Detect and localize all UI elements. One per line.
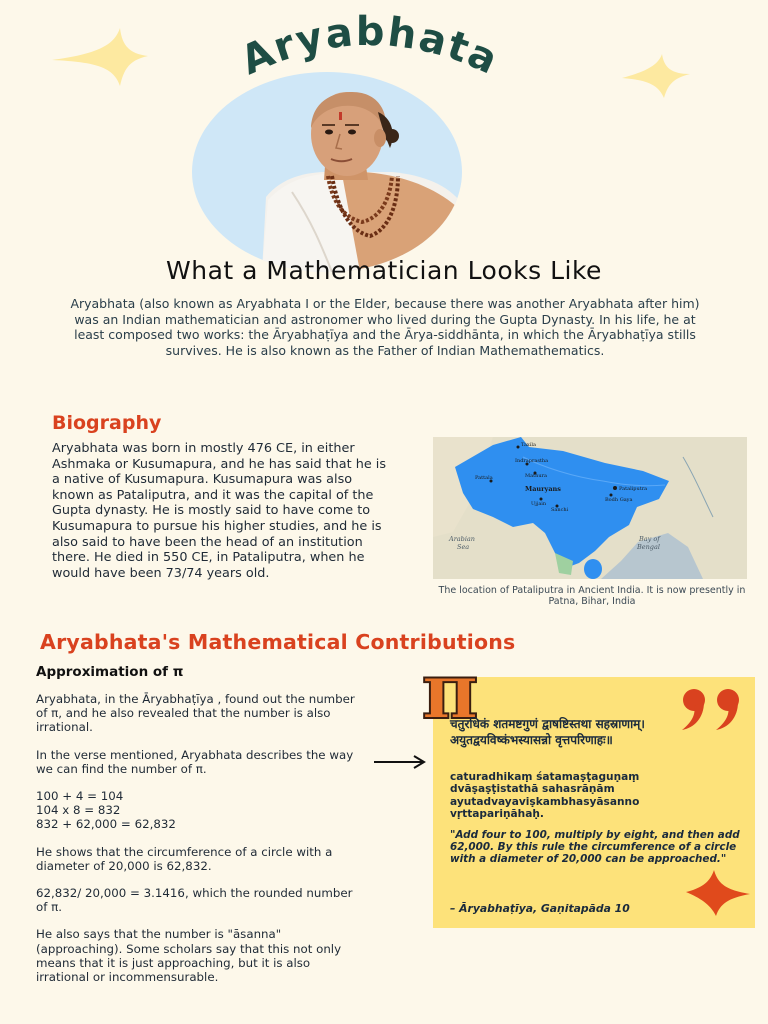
svg-text:Aryabhata: Aryabhata — [234, 10, 506, 85]
approximation-heading: Approximation of π — [36, 664, 184, 680]
map-label-mathura: Mathura — [525, 473, 547, 479]
verse-devanagari: चतुरधिकं शतमष्टगुणं द्वाषष्टिस्तथा सहस्राणाम्। अयुतद्वयविष्कंभस्यासन्नो वृत्तपरिणाहः॥ — [450, 717, 645, 747]
verse-source: – Āryabhaṭīya, Gaṇitapāda 10 — [450, 902, 630, 915]
ancient-india-map — [433, 437, 747, 579]
arrow-right-icon — [372, 752, 428, 772]
intro-paragraph: Aryabhata (also known as Aryabhata I or the Elder, because there was another Aryabhata after him) was an Indian mathematician and astronomer who lived during the Gupta Dynasty. In his life, he at least composed two works: the Āryabhaṭīya and the Ārya-siddhānta, in which the Āryabhaṭīya stills survives. He is also known as the Father of Indian Mathemathematics. — [70, 296, 700, 358]
calc-line-1: 100 + 4 = 104 — [36, 789, 124, 804]
star-icon-top-right — [620, 52, 692, 100]
map-label-indraprastha: Indraprastha — [515, 458, 549, 464]
verse-translation: "Add four to 100, multiply by eight, and then add 62,000. By this rule the circumference of a circle with a diameter of 20,000 can be approached." — [450, 829, 740, 865]
map-caption: The location of Pataliputra in Ancient India. It is now presently in Patna, Bihar, India — [438, 585, 746, 607]
map-label-pataliputra: Pataliputra — [619, 486, 648, 492]
map-label-sanchi: Sanchi — [551, 507, 569, 513]
contrib-paragraph-3: He shows that the circumference of a circle with a diameter of 20,000 is 62,832. — [36, 844, 333, 873]
calc-line-2: 104 x 8 = 832 — [36, 803, 121, 818]
subtitle: What a Mathematician Looks Like — [166, 256, 602, 285]
star-icon-red — [684, 868, 752, 918]
map-label-pattala: Pattala — [475, 475, 493, 481]
map-label-mauryans: Mauryans — [525, 485, 561, 493]
biography-heading: Biography — [52, 412, 162, 434]
map-label-bengal: Bengal — [637, 543, 660, 551]
biography-text: Aryabhata was born in mostly 476 CE, in either Ashmaka or Kusumapura, and he has said that he is a native of Kusumapura. Kusumapura was also known as Pataliputra, and it was the capital of the Gupta dynasty. He is mostly said to have come to Kusumapura to pursue his higher studies, and he is also said to have been the head of an institution there. He died in 550 CE, in Pataliputra, when he would have been 73/74 years old. — [52, 441, 386, 581]
map-label-taxila: Taxila — [521, 442, 536, 448]
calculation-block — [36, 789, 366, 832]
page-title — [180, 10, 560, 130]
contributions-heading: Aryabhata's Mathematical Contributions — [40, 630, 516, 654]
map-label-arabian: Arabian — [449, 535, 475, 543]
contrib-paragraph-4: 62,832/ 20,000 = 3.1416, which the rounded number of π. — [36, 886, 353, 915]
map-label-ujjain: Ujjain — [531, 501, 547, 507]
contrib-paragraph-1: Aryabhata, in the Āryabhaṭīya , found out the number of π, and he also revealed that the number is also irrational. — [36, 692, 355, 735]
star-icon-top-left — [50, 26, 150, 88]
contrib-paragraph-5: He also says that the number is "āsanna" (approaching). Some scholars say that this not only means that it is just approaching, but it is also irrational or incommensurable. — [36, 927, 342, 985]
svg-text:π: π — [421, 660, 479, 730]
calc-line-3: 832 + 62,000 = 62,832 — [36, 817, 176, 832]
contrib-paragraph-2: In the verse mentioned, Aryabhata describes the way we can find the number of π. — [36, 747, 354, 776]
map-label-bay: Bay of — [639, 535, 660, 543]
map-label-sea: Sea — [457, 543, 470, 551]
verse-transliteration: caturadhikaṃ śatamaṣṭaguṇaṃ dvāṣaṣṭistathā sahasrāṇām ayutadvayaviṣkambhasyāsanno vṛttapariṇāhaḥ. — [450, 771, 640, 821]
map-label-bodh-gaya: Bodh Gaya — [605, 497, 633, 503]
contributions-text — [36, 692, 366, 997]
